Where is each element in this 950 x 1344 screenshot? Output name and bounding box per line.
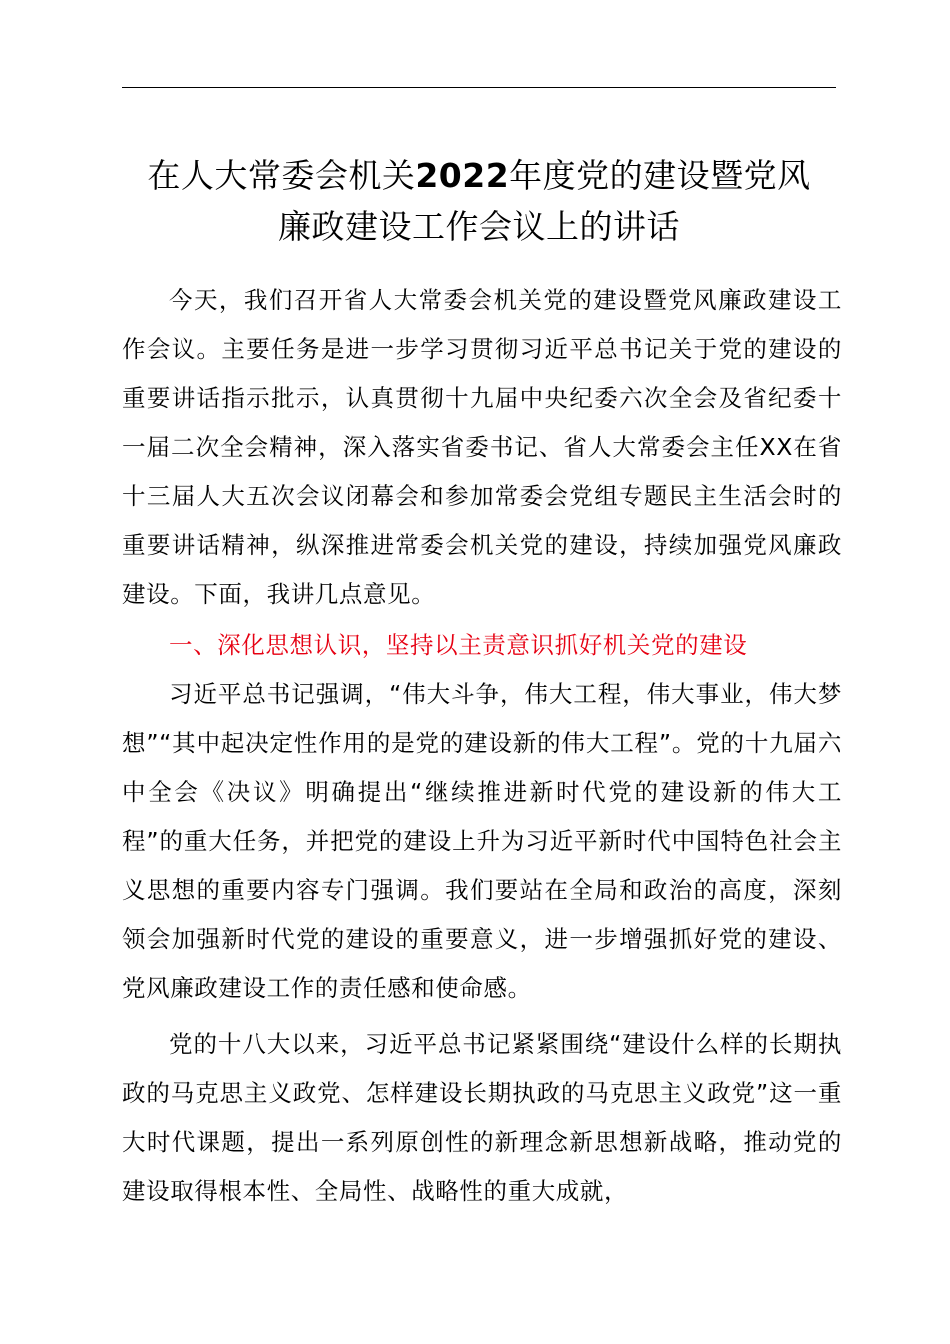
header-rule (122, 87, 836, 88)
title-line2: 廉政建设工作会议上的讲话 (278, 207, 680, 246)
document-title (100, 150, 858, 252)
section-heading-1: 一、深化思想认识，坚持以主责意识抓好机关党的建设 (169, 631, 748, 659)
title-line1-prefix: 在人大常委会机关 (147, 156, 416, 195)
paragraph-section1-b: 党的十八大以来，习近平总书记紧紧围绕“建设什么样的长期执政的马克思主义政党、怎样建设长期执政的马克思主义政党”这一重大时代课题，提出一系列原创性的新理念新思想新战略，推动党的建设取得根本性、全局性、战略性的重大成就， (122, 1030, 842, 1205)
paragraph-section1-a: 习近平总书记强调，“伟大斗争，伟大工程，伟大事业，伟大梦想”“其中起决定性作用的是党的建设新的伟大工程”。党的十九届六中全会《决议》明确提出“继续推进新时代党的建设新的伟大工程”的重大任务，并把党的建设上升为习近平新时代中国特色社会主义思想的重要内容专门强调。我们要站在全局和政治的高度，深刻领会加强新时代党的建设的重要意义，进一步增强抓好党的建设、党风廉政建设工作的责任感和使命感。 (122, 680, 842, 1002)
title-line1-suffix: 年度党的建设暨党风 (509, 156, 811, 195)
title-year: 2022 (415, 156, 510, 195)
document-body (122, 276, 842, 1216)
paragraph-intro: 今天，我们召开省人大常委会机关党的建设暨党风廉政建设工作会议。主要任务是进一步学习贯彻习近平总书记关于党的建设的重要讲话指示批示，认真贯彻十九届中央纪委六次全会及省纪委十一届二次全会精神，深入落实省委书记、省人大常委会主任XX在省十三届人大五次会议闭幕会和参加常委会党组专题民主生活会时的重要讲话精神，纵深推进常委会机关党的建设，持续加强党风廉政建设。下面，我讲几点意见。 (122, 286, 842, 608)
